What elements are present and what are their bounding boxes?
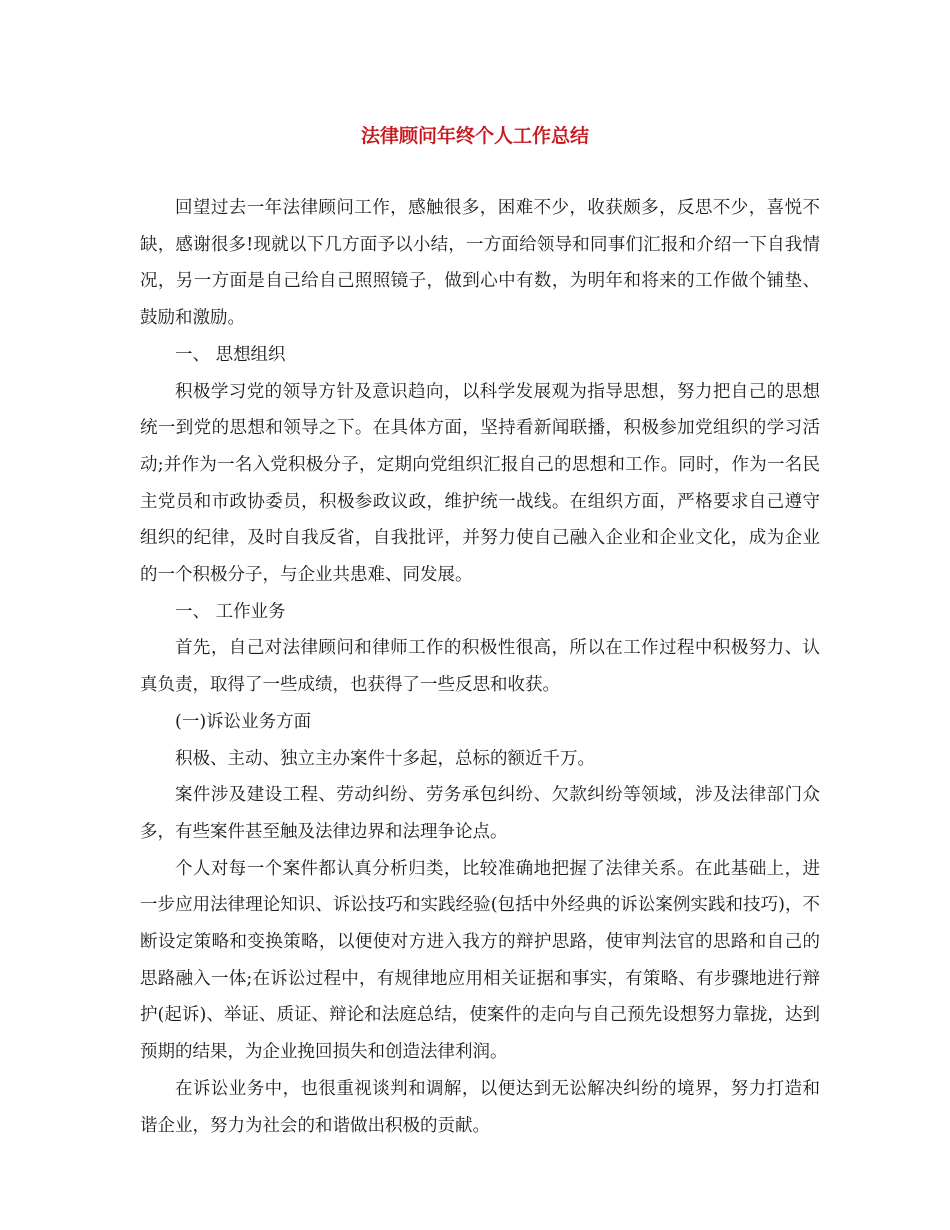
paragraph-cases-analysis: 个人对每一个案件都认真分析归类，比较准确地把握了法律关系。在此基础上，进一步应用法律理论知识、诉讼技巧和实践经验(包括中外经典的诉讼案例实践和技巧)，不断设定策略和变换策略，以便使对方进入我方的辩护思路，使审判法官的思路和自己的思路融入一体;在诉讼过程中，有规律地应用相关证据和事实，有策略、有步骤地进行辩护(起诉)、举证、质证、辩论和法庭总结，使案件的走向与自己预先设想努力靠拢，达到预期的结果，为企业挽回损失和创造法律利润。 [140,858,820,1063]
section-heading-thought: 一、 思想组织 [175,344,286,365]
paragraph-cases-fields: 案件涉及建设工程、劳动纠纷、劳务承包纠纷、欠款纠纷等领域，涉及法律部门众多，有些案件甚至触及法律边界和法理争论点。 [140,785,820,842]
section-heading-work: 一、 工作业务 [175,601,286,622]
paragraph-mediation: 在诉讼业务中，也很重视谈判和调解，以便达到无讼解决纠纷的境界，努力打造和谐企业，努力为社会的和谐做出积极的贡献。 [140,1078,820,1136]
subsection-heading-litigation: (一)诉讼业务方面 [175,711,312,732]
paragraph-thought: 积极学习党的领导方针及意识趋向，以科学发展观为指导思想，努力把自己的思想统一到党的思想和领导之下。在具体方面，坚持看新闻联播，积极参加党组织的学习活动;并作为一名入党积极分子，定期向党组织汇报自己的思想和工作。同时，作为一名民主党员和市政协委员，积极参政议政，维护统一战线。在组织方面，严格要求自己遵守组织的纪律，及时自我反省，自我批评，并努力使自己融入企业和企业文化，成为企业的一个积极分子，与企业共患难、同发展。 [140,381,820,586]
paragraph-work-intro: 首先，自己对法律顾问和律师工作的积极性很高，所以在工作过程中积极努力、认真负责，取得了一些成绩，也获得了一些反思和收获。 [140,638,820,696]
document-title: 法律顾问年终个人工作总结 [360,125,589,147]
paragraph-cases-count: 积极、主动、独立主办案件十多起，总标的额近千万。 [175,748,595,769]
paragraph-intro: 回望过去一年法律顾问工作，感触很多，困难不少，收获颇多，反思不少，喜悦不缺，感谢很多!现就以下几方面予以小结，一方面给领导和同事们汇报和介绍一下自我情况，另一方面是自己给自己照照镜子，做到心中有数，为明年和将来的工作做个铺垫、鼓励和激励。 [140,198,820,329]
document-body [140,190,820,1144]
